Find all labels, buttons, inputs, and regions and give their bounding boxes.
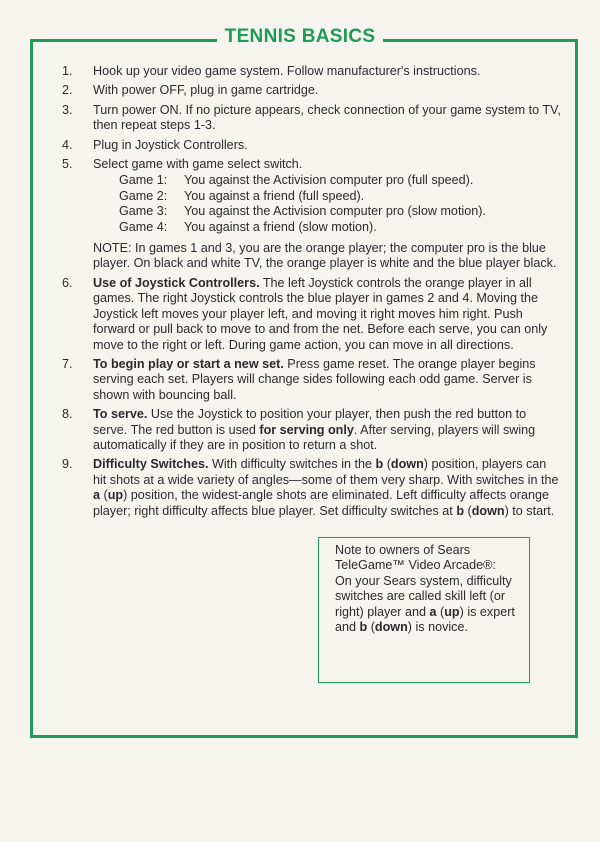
item-body: ) to start. (504, 503, 555, 518)
item-body: Press game reset. The orange player begins serving each set. Players will change sides following each odd game. Server is shown with bouncing ball. (93, 356, 536, 402)
emphasis: up (107, 488, 124, 503)
emphasis: b (359, 620, 368, 635)
item-body: . After serving, players will swing automatically if they are in position to return a shot. (93, 422, 536, 452)
list-item (62, 457, 562, 519)
item-lead: To begin play or start a new set. (93, 356, 284, 371)
item-text: Turn power ON. If no picture appears, check connection of your game system to TV, then repeat steps 1-3. (93, 102, 561, 133)
item-text (93, 407, 562, 453)
note-text: ( (436, 604, 445, 619)
item-body: The left Joystick controls the orange player in all games. The right Joystick controls the blue player in games 2 and 4. Moving the Joystick left moves your player left, and moving it right moves him right. Push forward or pull back to move to and from the net. Before each serve, you can only move to the right or left. During game action, you can move in all directions. (93, 275, 548, 352)
item-number: 7. (62, 356, 73, 371)
note-text: ) is expert and (335, 604, 515, 635)
list-item (62, 407, 562, 453)
item-number: 3. (62, 102, 73, 117)
item-body: ) position, players can hit shots at a wide variety of angles—some of them very sharp. With switches in the (93, 457, 559, 487)
title-text: TENNIS BASICS (217, 24, 384, 50)
sears-note-heading: Note to owners of Sears TeleGame™ Video Arcade®: (335, 543, 496, 573)
item-number: 9. (62, 457, 73, 472)
item-body: ( (464, 503, 472, 518)
item-body: ( (100, 488, 108, 503)
game-desc: You against a friend (full speed). (184, 188, 365, 203)
item-lead: Use of Joystick Controllers. (93, 275, 260, 290)
item-lead: To serve. (93, 407, 148, 422)
list-item (62, 276, 562, 353)
item-text: Select game with game select switch. (93, 157, 303, 172)
item-text (93, 357, 562, 403)
emphasis: a (429, 604, 437, 619)
instructions-list (62, 64, 562, 523)
game-row (119, 173, 562, 188)
note-text: On your Sears system, difficulty switches are called skill left (or right) player and (335, 573, 512, 619)
item-text: Plug in Joystick Controllers. (93, 137, 248, 152)
game-label: Game 4: (119, 219, 168, 234)
item-text (93, 276, 562, 353)
game-desc: You against a friend (slow motion). (184, 219, 377, 234)
item-body: ( (383, 457, 391, 472)
game-row (119, 204, 562, 219)
emphasis: b (456, 503, 465, 518)
game-label: Game 1: (119, 173, 168, 188)
sears-note-body (335, 574, 529, 636)
game-list (119, 173, 562, 235)
list-item (62, 103, 562, 134)
emphasis: a (93, 488, 101, 503)
emphasis: for serving only (259, 422, 354, 437)
item-body: ) position, the widest-angle shots are eliminated. Left difficulty affects orange player; right difficulty affects blue player. Set difficulty switches at (93, 488, 549, 518)
list-item (62, 357, 562, 403)
game-desc: You against the Activision computer pro (slow motion). (184, 204, 486, 219)
item-number: 4. (62, 137, 73, 152)
note-paragraph: NOTE: In games 1 and 3, you are the orange player; the computer pro is the blue player. On black and white TV, the orange player is white and the blue player black. (93, 241, 557, 271)
list-item (62, 157, 562, 172)
emphasis: up (444, 604, 460, 619)
item-text: With power OFF, plug in game cartridge. (93, 83, 319, 98)
note-text: ( (367, 620, 375, 635)
list-item (62, 64, 562, 79)
page-title (0, 24, 600, 51)
emphasis: down (390, 457, 424, 472)
item-number: 8. (62, 407, 73, 422)
item-number: 5. (62, 157, 73, 172)
emphasis: down (471, 503, 505, 518)
item-lead: Difficulty Switches. (93, 457, 209, 472)
game-row (119, 220, 562, 235)
item-text (93, 457, 562, 519)
item-number: 2. (62, 83, 73, 98)
game-desc: You against the Activision computer pro (full speed). (184, 173, 474, 188)
list-item (62, 138, 562, 153)
game-label: Game 3: (119, 204, 168, 219)
item-body: Use the Joystick to position your player, then push the red button to serve. The red button is used (93, 407, 527, 437)
item-text: Hook up your video game system. Follow manufacturer's instructions. (93, 64, 481, 78)
game-row (119, 189, 562, 204)
game-label: Game 2: (119, 188, 168, 203)
emphasis: down (374, 620, 408, 635)
item-number: 6. (62, 275, 73, 290)
item-number: 1. (62, 64, 73, 78)
item-body: With difficulty switches in the (208, 457, 376, 472)
sears-note-box (318, 537, 530, 683)
note-text: ) is novice. (407, 620, 468, 635)
emphasis: b (375, 457, 384, 472)
list-item (62, 83, 562, 98)
